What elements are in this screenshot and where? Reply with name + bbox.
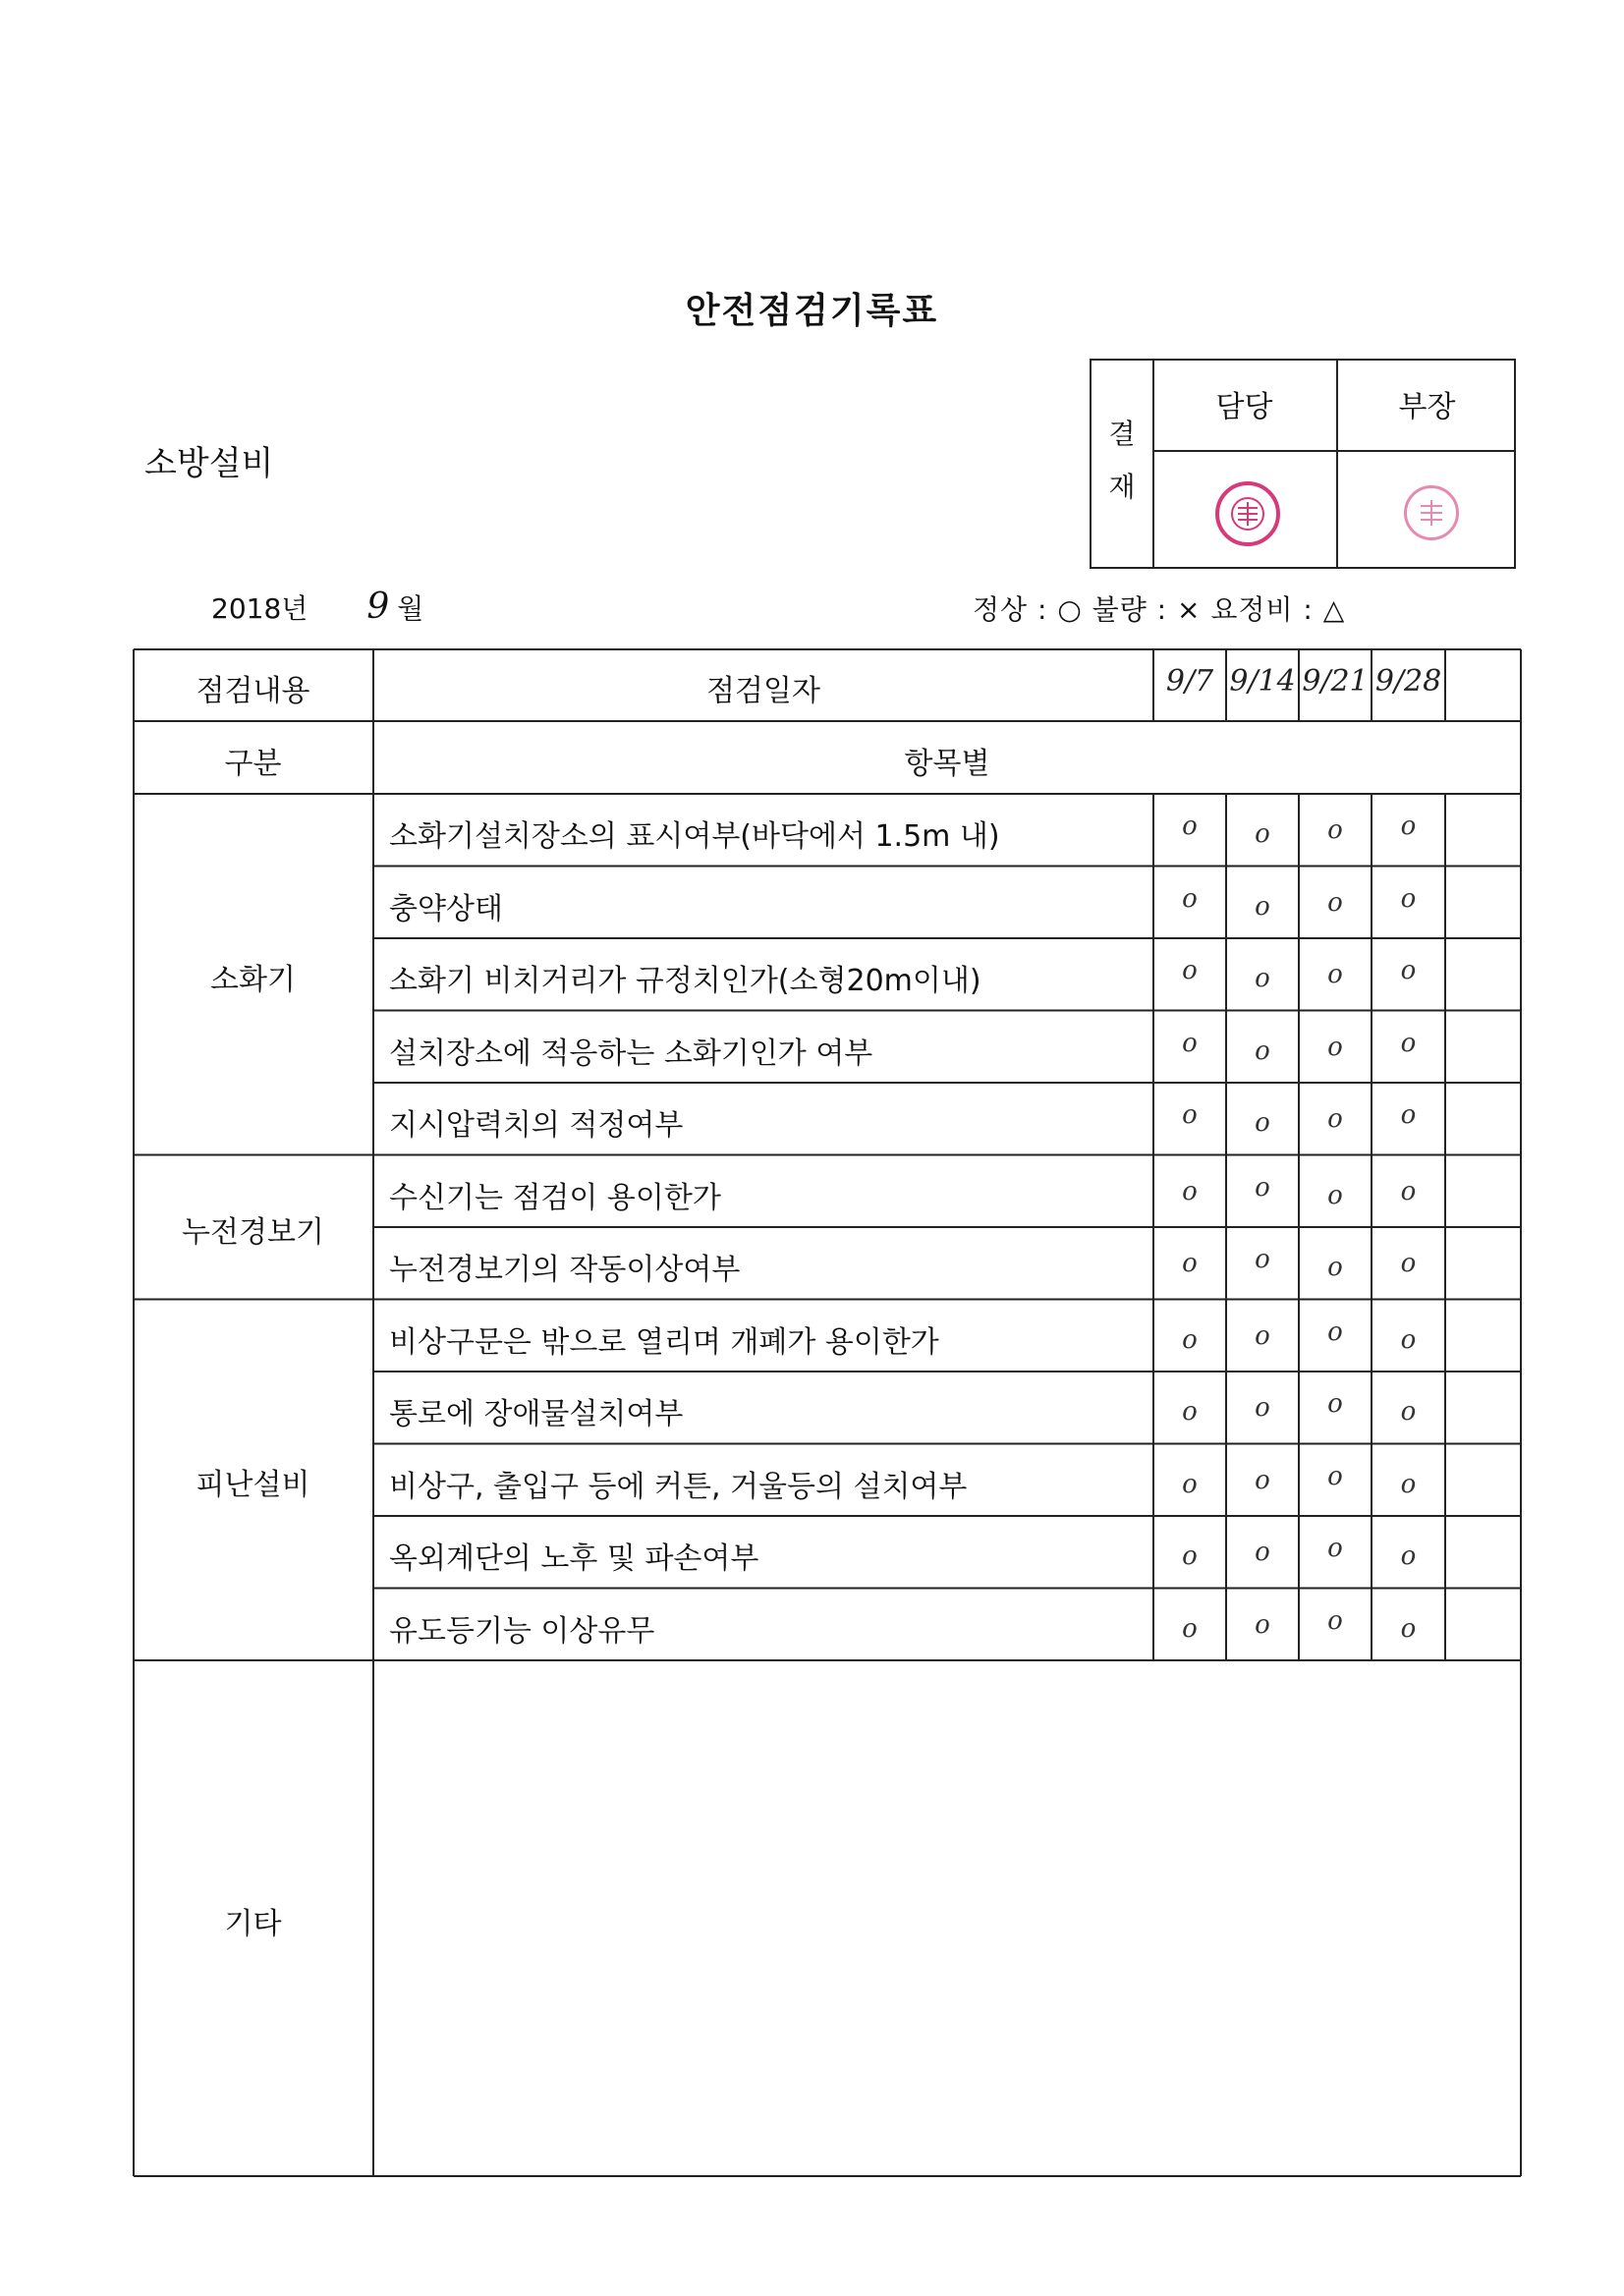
inspection-date-4: 9/28	[1374, 664, 1442, 699]
inspection-date-2: 9/14	[1229, 664, 1296, 699]
check-mark: o	[1255, 1036, 1270, 1066]
check-mark: o	[1400, 1176, 1417, 1206]
item-label: 비상구, 출입구 등에 커튼, 거울등의 설치여부	[389, 1469, 968, 1504]
item-label: 지시압력치의 적정여부	[389, 1108, 684, 1143]
year-label: 2018년	[211, 592, 308, 625]
check-mark: o	[1182, 812, 1198, 841]
item-label: 비상구문은 밖으로 열리며 개폐가 용이한가	[389, 1324, 939, 1360]
inspection-table	[133, 648, 1528, 2181]
item-label: 수신기는 점검이 용이한가	[389, 1180, 721, 1215]
check-mark: o	[1327, 1180, 1343, 1210]
check-mark: o	[1255, 891, 1270, 922]
item-label: 충약상태	[389, 891, 503, 926]
check-mark: o	[1327, 1316, 1343, 1347]
check-mark: o	[1182, 1028, 1198, 1058]
item-label: 누전경보기의 작동이상여부	[389, 1253, 741, 1287]
check-mark: o	[1182, 1613, 1198, 1644]
period-line	[211, 587, 423, 627]
approval-col-staff: 담당	[1215, 390, 1273, 424]
check-mark: o	[1255, 1172, 1270, 1203]
check-mark: o	[1327, 1032, 1343, 1062]
group-label-1: 소화기	[210, 962, 296, 997]
check-mark: o	[1400, 1028, 1417, 1058]
item-label: 설치장소에 적응하는 소화기인가 여부	[389, 1036, 873, 1071]
inspection-date-3: 9/21	[1302, 664, 1369, 699]
check-mark: o	[1255, 1538, 1270, 1567]
check-mark: o	[1327, 1461, 1343, 1491]
header-date-label: 점검일자	[706, 674, 820, 708]
check-mark: o	[1400, 956, 1417, 985]
header-content-label: 점검내용	[196, 674, 310, 708]
other-label: 기타	[224, 1906, 282, 1941]
check-mark: o	[1400, 1541, 1417, 1571]
header-group-label: 구분	[224, 747, 282, 781]
check-mark: o	[1255, 1465, 1270, 1495]
check-mark: o	[1400, 883, 1417, 914]
check-mark: o	[1400, 1324, 1417, 1355]
check-mark: o	[1182, 1541, 1198, 1571]
approval-side-label-1: 결	[1108, 418, 1136, 450]
check-mark: o	[1182, 1249, 1198, 1278]
check-mark: o	[1327, 1253, 1343, 1282]
check-mark: o	[1255, 1609, 1270, 1640]
check-mark: o	[1182, 1469, 1198, 1499]
check-mark: o	[1327, 1104, 1343, 1134]
approval-box	[1090, 359, 1516, 569]
item-label: 소화기 비치거리가 규정치인가(소형20m이내)	[389, 964, 981, 998]
check-mark: o	[1182, 1176, 1198, 1206]
category-label: 소방설비	[144, 444, 274, 483]
check-mark: o	[1255, 1393, 1270, 1423]
check-mark: o	[1327, 815, 1343, 845]
manager-seal-stamp	[1404, 485, 1459, 540]
check-mark: o	[1255, 1245, 1270, 1274]
check-mark: o	[1400, 812, 1417, 841]
check-mark: o	[1400, 1397, 1417, 1427]
check-mark: o	[1400, 1249, 1417, 1278]
check-mark: o	[1255, 1108, 1270, 1138]
check-mark: o	[1400, 1469, 1417, 1499]
month-value: 9	[366, 587, 390, 627]
check-mark: o	[1400, 1100, 1417, 1130]
check-mark: o	[1255, 1320, 1270, 1351]
month-label: 월	[397, 592, 424, 625]
check-mark: o	[1327, 1534, 1343, 1563]
item-label: 소화기설치장소의 표시여부(바닥에서 1.5m 내)	[389, 819, 1000, 854]
approval-col-manager: 부장	[1398, 390, 1456, 424]
check-mark: o	[1327, 960, 1343, 989]
item-label: 옥외계단의 노후 및 파손여부	[389, 1541, 759, 1576]
check-mark: o	[1400, 1613, 1417, 1644]
group-label-2: 누전경보기	[182, 1215, 324, 1250]
check-mark: o	[1182, 1324, 1198, 1355]
check-mark: o	[1182, 883, 1198, 914]
group-label-3: 피난설비	[196, 1468, 310, 1503]
check-mark: o	[1255, 964, 1270, 993]
check-mark: o	[1327, 887, 1343, 918]
header-items-label: 항목별	[904, 747, 990, 781]
legend: 정상 : ○ 불량 : × 요정비 : △	[973, 593, 1346, 626]
check-mark: o	[1182, 956, 1198, 985]
item-label: 통로에 장애물설치여부	[389, 1397, 684, 1431]
check-mark: o	[1327, 1389, 1343, 1419]
page-title: 안전점검기록표	[685, 291, 939, 331]
check-mark: o	[1182, 1397, 1198, 1427]
check-mark: o	[1327, 1605, 1343, 1636]
inspection-date-1: 9/7	[1165, 664, 1214, 699]
check-mark: o	[1255, 819, 1270, 849]
check-mark: o	[1182, 1100, 1198, 1130]
staff-seal-stamp	[1215, 481, 1280, 546]
approval-side-label-2: 재	[1108, 471, 1136, 503]
item-label: 유도등기능 이상유무	[389, 1613, 655, 1649]
